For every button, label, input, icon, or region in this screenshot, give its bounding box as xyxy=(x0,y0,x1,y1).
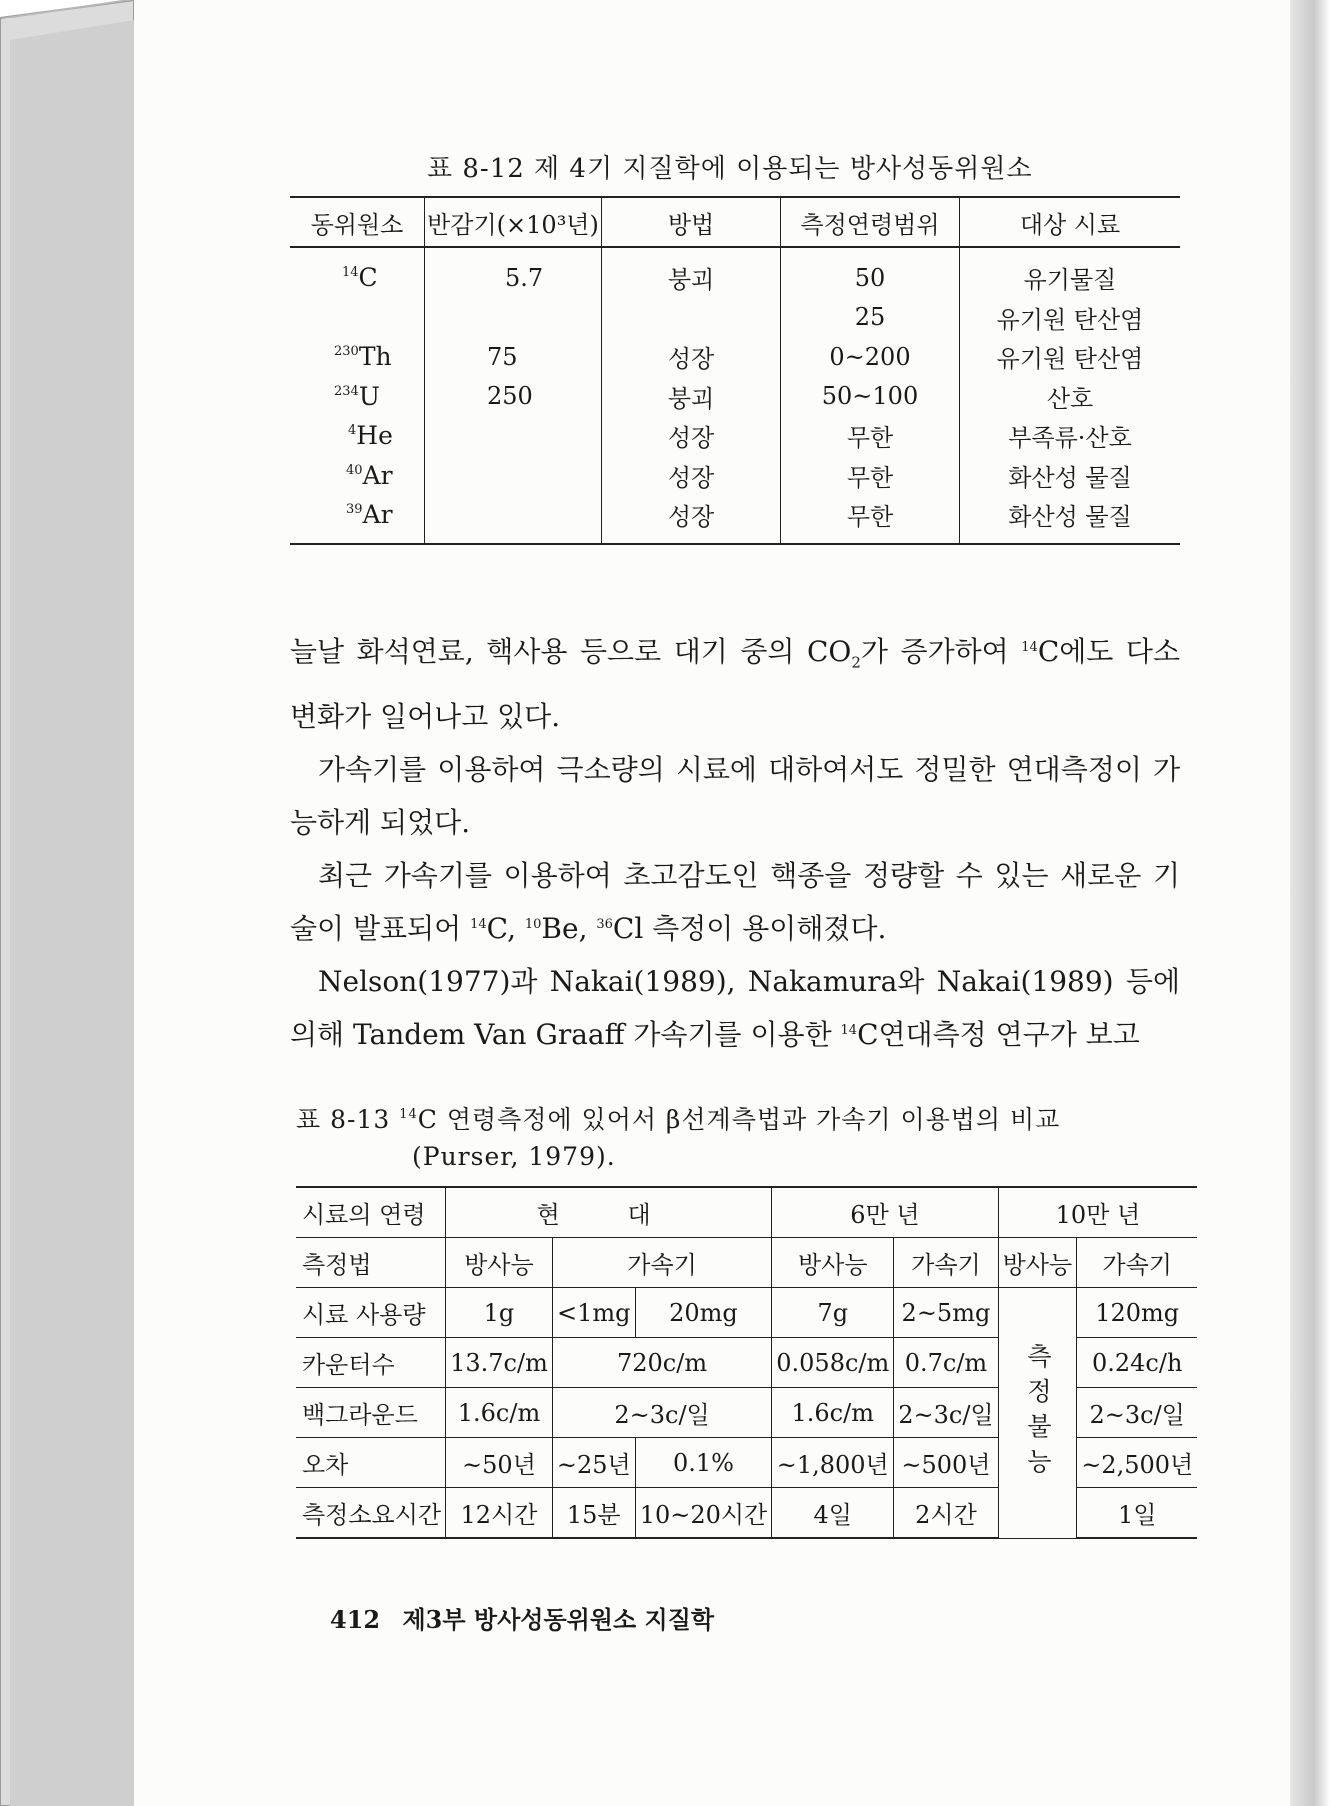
paragraph-4: Nelson(1977)과 Nakai(1989), Nakamura와 Nakai(1989) 등에 의해 Tandem Van Graaff 가속기를 이용한 $^{14}$C연대측정 연구가 보고 xyxy=(290,964,1180,1051)
table-row xyxy=(290,298,1180,338)
data-cell: 2시간 xyxy=(894,1488,998,1539)
range-cell: 25 xyxy=(781,298,960,338)
age-100k: 10만 년 xyxy=(998,1187,1197,1238)
sample-cell: 유기원 탄산염 xyxy=(960,298,1181,338)
half-life-cell: 250 xyxy=(425,377,602,417)
data-cell: 7g xyxy=(772,1288,894,1338)
isotope-cell: $^4$He xyxy=(348,421,393,451)
data-cell: ~50년 xyxy=(446,1438,553,1488)
data-cell: 4일 xyxy=(772,1488,894,1539)
data-cell: 0.058c/m xyxy=(772,1338,894,1388)
table-row xyxy=(290,337,1180,377)
method-cell: 가속기 xyxy=(894,1238,998,1288)
paragraph-2: 가속기를 이용하여 극소량의 시료에 대하여서도 정밀한 연대측정이 가능하게 되었다. xyxy=(290,752,1180,839)
row-label: 오차 xyxy=(296,1438,446,1488)
method-header-row xyxy=(296,1238,1197,1288)
data-cell: 10~20시간 xyxy=(635,1488,772,1539)
half-life-cell: 5.7 xyxy=(425,247,602,298)
range-cell: 무한 xyxy=(781,416,960,456)
data-cell: 120mg xyxy=(1077,1288,1198,1338)
data-cell: 0.1% xyxy=(635,1438,772,1488)
data-cell: 2~3c/일 xyxy=(1077,1388,1198,1438)
method-cell: 가속기 xyxy=(1077,1238,1198,1288)
method-cell: 방사능 xyxy=(446,1238,553,1288)
half-life-cell xyxy=(425,298,602,338)
table-8-13-caption: 표 8-13 $^{14}$C 연령측정에 있어서 β선계측법과 가속기 이용법의 비교 xyxy=(296,1105,1061,1134)
sample-cell: 화산성 물질 xyxy=(960,456,1181,496)
paragraph-1: 늘날 화석연료, 핵사용 등으로 대기 중의 $CO_2$가 증가하여 $^{14}$C에도 다소 변화가 일어나고 있다. xyxy=(290,635,1180,733)
range-cell: 무한 xyxy=(781,456,960,496)
method-cell: 성장 xyxy=(602,416,781,456)
method-cell: 방사능 xyxy=(772,1238,894,1288)
method-cell: 성장 xyxy=(602,495,781,544)
table-8-12-caption: 표 8-12 제 4기 지질학에 이용되는 방사성동위원소 xyxy=(427,154,1033,184)
isotope-cell xyxy=(290,298,425,338)
isotope-table xyxy=(290,196,1180,545)
data-cell: 720c/m xyxy=(552,1338,771,1388)
page-footer xyxy=(330,1600,714,1635)
row-label: 시료 사용량 xyxy=(296,1288,446,1338)
data-cell: 0.7c/m xyxy=(894,1338,998,1388)
half-life-cell xyxy=(425,456,602,496)
data-cell: ~2,500년 xyxy=(1077,1438,1198,1488)
book-spine-edge xyxy=(10,20,134,1806)
table-row xyxy=(296,1288,1197,1338)
age-modern: 현 대 xyxy=(446,1187,772,1238)
data-cell: 12시간 xyxy=(446,1488,553,1539)
data-cell: 0.24c/h xyxy=(1077,1338,1198,1388)
data-cell: 1.6c/m xyxy=(446,1388,553,1438)
isotope-cell: $^{234}$U xyxy=(334,381,380,411)
sample-cell: 유기물질 xyxy=(960,247,1181,298)
data-cell: 1일 xyxy=(1077,1488,1198,1539)
method-cell: 가속기 xyxy=(552,1238,771,1288)
method-cell: 붕괴 xyxy=(602,247,781,298)
method-cell: 방사능 xyxy=(998,1238,1077,1288)
range-cell: 0~200 xyxy=(781,337,960,377)
part-title: 제3부 방사성동위원소 지질학 xyxy=(402,1605,715,1634)
method-cell xyxy=(602,298,781,338)
age-60k: 6만 년 xyxy=(772,1187,998,1238)
range-cell: 50~100 xyxy=(781,377,960,417)
table-row xyxy=(290,377,1180,417)
half-life-cell xyxy=(425,495,602,544)
half-life-cell xyxy=(425,416,602,456)
data-cell: <1mg xyxy=(552,1288,635,1338)
data-cell: ~1,800년 xyxy=(772,1438,894,1488)
method-cell: 성장 xyxy=(602,456,781,496)
data-cell: 2~5mg xyxy=(894,1288,998,1338)
sample-cell: 유기원 탄산염 xyxy=(960,337,1181,377)
range-cell: 무한 xyxy=(781,495,960,544)
page-number: 412 xyxy=(330,1605,381,1634)
row-label: 측정소요시간 xyxy=(296,1488,446,1539)
table-row xyxy=(290,495,1180,544)
body-text xyxy=(290,625,1180,1061)
sample-cell: 산호 xyxy=(960,377,1181,417)
data-cell: 2~3c/일 xyxy=(552,1388,771,1438)
sample-cell: 부족류·산호 xyxy=(960,416,1181,456)
data-cell: 1.6c/m xyxy=(772,1388,894,1438)
range-cell: 50 xyxy=(781,247,960,298)
table-row xyxy=(290,456,1180,496)
row-label: 카운터수 xyxy=(296,1338,446,1388)
data-cell: ~500년 xyxy=(894,1438,998,1488)
isotope-cell: $^{230}$Th xyxy=(334,342,392,372)
data-cell: ~25년 xyxy=(552,1438,635,1488)
table-row xyxy=(290,247,1180,298)
data-cell: 2~3c/일 xyxy=(894,1388,998,1438)
row-label: 백그라운드 xyxy=(296,1388,446,1438)
isotope-cell: $^{40}$Ar xyxy=(346,460,393,490)
header-age-range: 측정연령범위 xyxy=(781,197,960,247)
age-header-row xyxy=(296,1187,1197,1238)
c14-comparison-table xyxy=(296,1186,1197,1539)
age-label: 시료의 연령 xyxy=(296,1187,446,1238)
method-label: 측정법 xyxy=(296,1238,446,1288)
header-method: 방법 xyxy=(602,197,781,247)
data-cell: 20mg xyxy=(635,1288,772,1338)
data-cell: 15분 xyxy=(552,1488,635,1539)
data-cell: 1g xyxy=(446,1288,553,1338)
isotope-cell: $^{14}$C xyxy=(342,263,378,293)
sample-cell: 화산성 물질 xyxy=(960,495,1181,544)
isotope-cell: $^{39}$Ar xyxy=(290,495,425,544)
half-life-cell: 75 xyxy=(425,337,602,377)
unmeasurable-cell: 측정불능 xyxy=(998,1288,1077,1539)
header-sample: 대상 시료 xyxy=(960,197,1181,247)
header-half-life: 반감기(×10³년) xyxy=(425,197,602,247)
data-cell: 13.7c/m xyxy=(446,1338,553,1388)
table-row xyxy=(290,416,1180,456)
paragraph-3: 최근 가속기를 이용하여 초고감도인 핵종을 정량할 수 있는 새로운 기술이 발표되어 $^{14}$C, $^{10}$Be, $^{36}$Cl 측정이 용이해졌다. xyxy=(290,858,1180,945)
page-edge-shadow xyxy=(1290,0,1330,1806)
method-cell: 성장 xyxy=(602,337,781,377)
table-8-13-caption-source: (Purser, 1979). xyxy=(412,1142,616,1171)
header-isotope: 동위원소 xyxy=(290,197,425,247)
method-cell: 붕괴 xyxy=(602,377,781,417)
